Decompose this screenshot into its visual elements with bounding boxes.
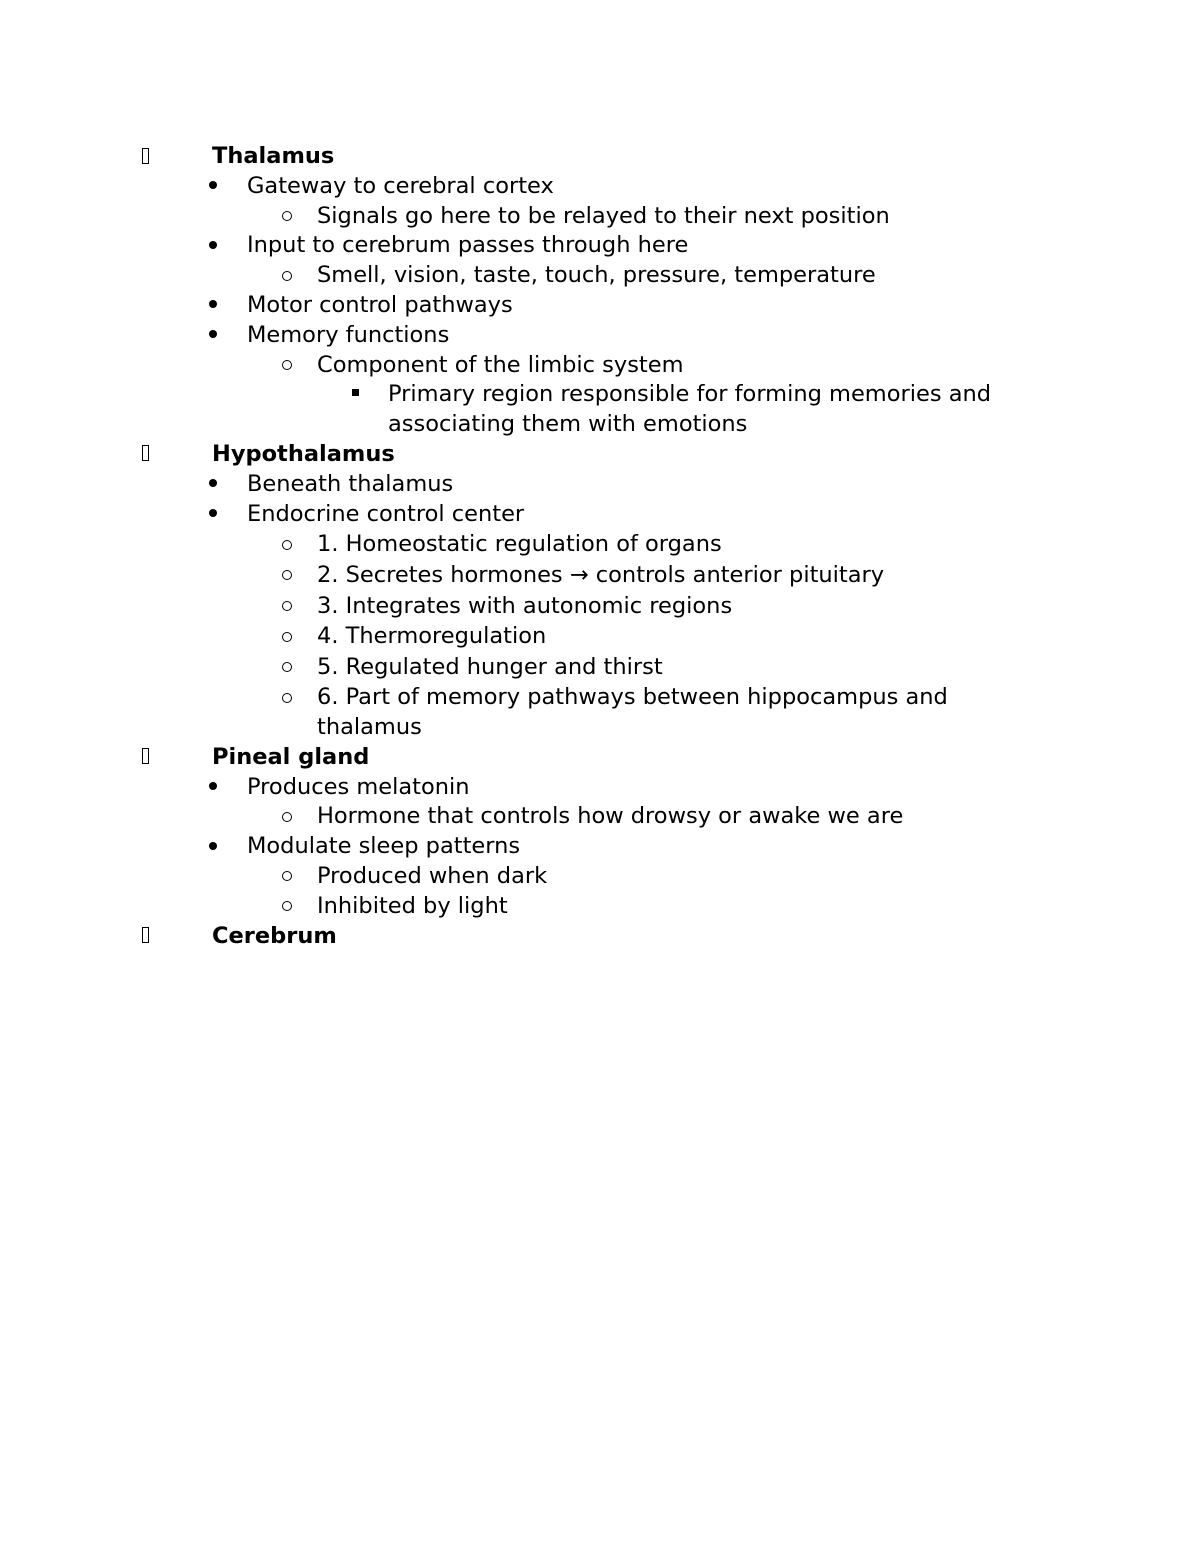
list-item-text: Inhibited by light	[317, 892, 508, 919]
list-item-text: associating them with emotions	[388, 411, 748, 438]
section-heading-text: Pineal gland	[212, 743, 370, 770]
list-item	[0, 652, 1200, 683]
list-item	[0, 802, 1200, 832]
list-item	[0, 321, 1200, 351]
list-item-text: Modulate sleep patterns	[247, 833, 521, 860]
list-item	[0, 202, 1200, 232]
list-item-text: Endocrine control center	[247, 500, 525, 527]
bullet-square-icon	[352, 380, 359, 410]
list-item-text: Signals go here to be relayed to their next position	[317, 202, 890, 229]
list-item	[0, 591, 1200, 622]
list-item	[0, 682, 1200, 713]
bullet-dot-icon	[209, 321, 217, 351]
section-marker-icon	[142, 142, 149, 172]
list-item-text: 6. Part of memory pathways between hippocampus and	[317, 684, 948, 711]
notes-outline	[0, 142, 1200, 951]
bullet-circle-icon	[282, 621, 292, 652]
bullet-circle-icon	[282, 892, 292, 922]
list-item	[0, 773, 1200, 803]
bullet-circle-icon	[282, 261, 292, 291]
list-item	[0, 291, 1200, 321]
list-item-text: Produced when dark	[317, 862, 548, 889]
list-item-text: 5. Regulated hunger and thirst	[317, 653, 663, 680]
bullet-dot-icon	[209, 832, 217, 862]
bullet-circle-icon	[282, 862, 292, 892]
list-item	[0, 470, 1200, 500]
bullet-circle-icon	[282, 652, 292, 683]
list-item-text: Memory functions	[247, 321, 450, 348]
section-heading-text: Hypothalamus	[212, 440, 395, 467]
section-heading-text: Thalamus	[212, 143, 335, 169]
list-item	[0, 410, 1200, 440]
list-item	[0, 862, 1200, 892]
list-item-text: Component of the limbic system	[317, 351, 684, 378]
section-marker-icon	[142, 743, 149, 773]
list-item	[0, 261, 1200, 291]
list-item	[0, 231, 1200, 261]
bullet-circle-icon	[282, 591, 292, 622]
bullet-dot-icon	[209, 231, 217, 261]
list-item	[0, 560, 1200, 591]
list-item	[0, 713, 1200, 743]
section-heading	[0, 440, 1200, 470]
list-item	[0, 529, 1200, 560]
section-heading	[0, 142, 1200, 172]
list-item-text: 4. Thermoregulation	[317, 623, 547, 650]
bullet-dot-icon	[209, 500, 217, 530]
bullet-circle-icon	[282, 802, 292, 832]
bullet-circle-icon	[282, 351, 292, 381]
list-item	[0, 832, 1200, 862]
section-marker-icon	[142, 440, 149, 470]
list-item-text: Motor control pathways	[247, 291, 513, 318]
bullet-circle-icon	[282, 529, 292, 560]
bullet-dot-icon	[209, 172, 217, 202]
list-item	[0, 172, 1200, 202]
list-item-text: Input to cerebrum passes through here	[247, 232, 689, 259]
list-item-text: Hormone that controls how drowsy or awake we are	[317, 803, 904, 830]
list-item	[0, 621, 1200, 652]
list-item-text: Primary region responsible for forming memories and	[388, 381, 992, 408]
list-item-text: Produces melatonin	[247, 773, 470, 800]
list-item-text: 1. Homeostatic regulation of organs	[317, 531, 722, 558]
section-heading	[0, 743, 1200, 773]
bullet-circle-icon	[282, 560, 292, 591]
list-item-text: Beneath thalamus	[247, 470, 454, 497]
list-item-text: 2. Secretes hormones → controls anterior pituitary	[317, 561, 885, 588]
section-heading-text: Cerebrum	[212, 922, 337, 949]
list-item-text: thalamus	[317, 713, 422, 740]
list-item-text: 3. Integrates with autonomic regions	[317, 592, 733, 619]
bullet-circle-icon	[282, 202, 292, 232]
section-marker-icon	[142, 922, 149, 952]
bullet-dot-icon	[209, 470, 217, 500]
list-item	[0, 500, 1200, 530]
list-item-text: Smell, vision, taste, touch, pressure, temperature	[317, 262, 876, 289]
list-item	[0, 892, 1200, 922]
bullet-circle-icon	[282, 682, 292, 713]
bullet-dot-icon	[209, 773, 217, 803]
list-item-text: Gateway to cerebral cortex	[247, 172, 554, 199]
section-heading	[0, 922, 1200, 952]
list-item	[0, 380, 1200, 410]
bullet-dot-icon	[209, 291, 217, 321]
list-item	[0, 351, 1200, 381]
